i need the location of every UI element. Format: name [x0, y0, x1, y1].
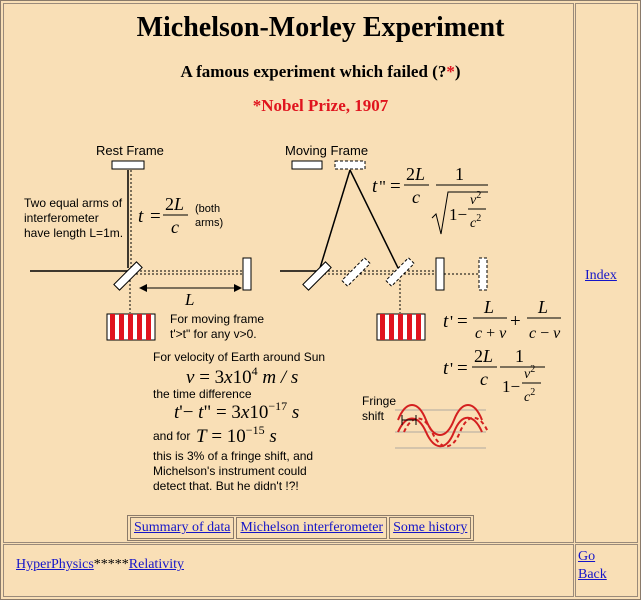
rest-detector	[107, 314, 155, 340]
svg-text:1: 1	[515, 346, 524, 366]
moving-top-mirror-mid	[335, 161, 365, 169]
rest-frame-label: Rest Frame	[96, 143, 164, 158]
svg-text:c2: $c^2$	[524, 387, 536, 405]
svg-text:2L: 2L	[165, 194, 185, 214]
fringe-shift-graphic	[395, 405, 488, 448]
fringe-label-line1: Fringe	[362, 394, 397, 408]
moving-splitter-start	[303, 262, 331, 290]
moving-right-mirror-shifted	[479, 258, 487, 290]
fraction-note-line1: this is 3% of a fringe shift, and	[153, 449, 314, 463]
arms-note-line1: Two equal arms of	[24, 196, 123, 210]
svg-text:c: c	[412, 187, 420, 207]
svg-text:=: =	[457, 311, 468, 332]
moving-splitter-mid	[342, 258, 370, 286]
go-text: Go	[578, 549, 596, 564]
svg-text:c: c	[171, 217, 179, 237]
moving-frame-label: Moving Frame	[285, 143, 369, 158]
hyperphysics-link[interactable]: HyperPhysics	[16, 557, 94, 572]
svg-text:v2: $v^2$	[524, 364, 536, 382]
svg-text:2L: 2L	[474, 346, 494, 366]
svg-text:L: L	[484, 297, 495, 317]
velocity-note: For velocity of Earth around Sun	[153, 350, 326, 364]
fraction-note-line3: detect that. But he didn't !?!	[153, 479, 299, 493]
moving-right-mirror	[436, 258, 444, 290]
summary-of-data-link[interactable]: Summary of data	[134, 520, 231, 535]
svg-text:v = 3x104 m / s: $v = 3x10^4$ m / s	[186, 364, 299, 388]
relativity-link[interactable]: Relativity	[128, 557, 184, 572]
svg-text:': '	[450, 312, 454, 331]
moving-detector	[377, 314, 425, 340]
rest-right-mirror	[243, 258, 251, 290]
some-history-link[interactable]: Some history	[393, 520, 468, 535]
moving-up-beam	[320, 170, 350, 268]
rest-top-mirror	[112, 161, 144, 169]
svg-text:': '	[450, 359, 454, 378]
moving-note-line1: For moving frame	[170, 312, 265, 326]
page-title: Michelson-Morley Experiment	[136, 12, 505, 43]
index-link[interactable]: Index	[585, 268, 617, 283]
footer-nav	[16, 557, 184, 573]
moving-note-line2: t'>t" for any v>0.	[170, 327, 257, 341]
eq-moving-tprime-sum	[443, 297, 561, 342]
related-link-cell-3	[389, 517, 471, 539]
svg-text:=: =	[457, 358, 468, 379]
and-for-note: and for	[153, 429, 191, 443]
svg-text:=: =	[390, 176, 401, 197]
svg-text:L: L	[538, 297, 549, 317]
fraction-note-line2: Michelson's instrument could	[153, 464, 307, 478]
eq-rest-time	[138, 194, 188, 237]
related-link-cell-2	[236, 517, 387, 539]
related-link-cell-1	[130, 517, 234, 539]
svg-text:c2: $c^2$	[470, 213, 482, 231]
svg-text:t: t	[443, 311, 449, 332]
eq-moving-tprime	[443, 346, 545, 405]
svg-text:1: 1	[455, 164, 464, 184]
both-label: (both	[195, 203, 221, 215]
arms-note-line2: interferometer	[24, 211, 99, 225]
nobel-note: *Nobel Prize, 1907	[252, 96, 389, 115]
svg-text:v2: $v^2$	[470, 190, 482, 208]
svg-text:c: c	[480, 369, 488, 389]
svg-text:T = 10−15 s: $T = 10^{-15}$ s	[196, 423, 277, 447]
arms-note-line3: have length L=1m.	[24, 226, 124, 240]
go-back-wrap	[578, 548, 607, 584]
length-L-label: L	[185, 290, 195, 309]
subtitle-text: A famous experiment which failed (?	[180, 62, 447, 81]
svg-text:2L: 2L	[406, 164, 426, 184]
svg-text:1−: 1−	[449, 205, 468, 224]
fringe-label-line2: shift	[362, 409, 385, 423]
moving-top-mirror-start	[292, 161, 322, 169]
svg-text:=: =	[150, 206, 161, 227]
footer-stars: *****	[93, 557, 129, 572]
eq-period	[196, 423, 277, 447]
eq-moving-time	[372, 164, 488, 234]
svg-text:t: t	[138, 206, 144, 227]
svg-text:c − v: c − v	[529, 325, 561, 342]
index-link-wrap	[585, 268, 617, 284]
svg-text:t'− t" = 3x10−17 s: t'− t" = $3x10^{-17}$ s	[174, 399, 300, 423]
subtitle-close: )	[454, 62, 461, 81]
time-diff-note: the time difference	[153, 387, 252, 401]
back-text: Back	[578, 567, 607, 582]
subtitle-star: *	[446, 62, 455, 81]
eq-time-difference	[174, 399, 299, 423]
michelson-interferometer-link[interactable]: Michelson interferometer	[240, 520, 384, 535]
related-links-bar	[127, 515, 474, 541]
arms-label: arms)	[195, 217, 224, 229]
eq-earth-velocity	[186, 364, 298, 388]
svg-text:": "	[379, 177, 386, 196]
svg-text:t: t	[372, 176, 378, 197]
svg-text:t: t	[443, 358, 449, 379]
svg-text:c + v: c + v	[475, 325, 507, 342]
svg-text:1−: 1−	[502, 377, 521, 396]
go-back-link[interactable]	[578, 549, 607, 582]
svg-text:+: +	[510, 311, 521, 332]
